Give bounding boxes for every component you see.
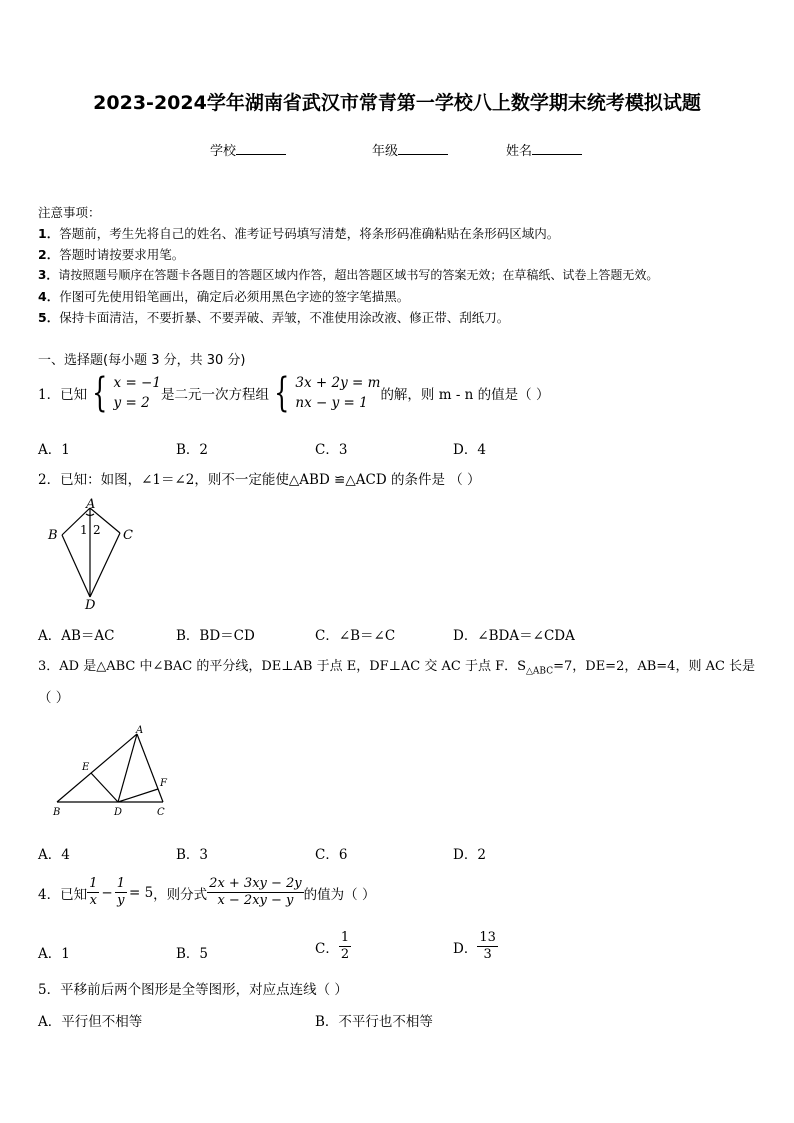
angle-2-label: 2 [93,523,101,537]
question-4: 4．已知 $\frac{1}{x}$ − $\frac{1}{y}$ = 5 ，则分式 $\frac{2x + 3xy - 2y}{x - 2xy - y}$ 的值为（ ） [38,876,376,908]
option-c[interactable]: C．6 [315,847,348,863]
label-a: A [136,725,144,736]
option-d[interactable]: D．∠BDA＝∠CDA [453,628,575,644]
option-d[interactable]: D．4 [453,442,486,458]
label-d: D [114,807,123,818]
label-c: C [157,807,165,818]
option-c[interactable]: C． $\frac{1}{2}$ [315,930,350,962]
option-b[interactable]: B．5 [176,946,209,962]
label-d: D [85,598,96,613]
angle-1-label: 1 [80,523,88,537]
school-field [210,140,286,159]
question-1: 1．已知 { x = −1 y = 2 是二元一次方程组 { 3x + 2y = m nx − y = 1 的解，则 m - n 的值是（ ） [38,370,550,416]
page-title: 2023-2024学年湖南省武汉市常青第一学校八上数学期末统考模拟试题 [93,92,701,114]
label-e: E [82,762,90,773]
option-b[interactable]: B．3 [176,847,209,863]
notice-item: 3．请按照题号顺序在答题卡各题目的答题区域内作答，超出答题区域书写的答案无效；在草稿纸、试卷上答题无效。 [38,268,659,282]
option-b[interactable]: B．BD＝CD [176,628,255,644]
option-b[interactable]: B．2 [176,442,209,458]
question-5: 5．平移前后两个图形是全等图形，对应点连线（ ） [38,982,348,998]
name-label: 姓名 [506,144,533,159]
option-b[interactable]: B．不平行也不相等 [315,1014,433,1030]
section-heading: 一、选择题(每小题 3 分，共 30 分) [38,353,246,368]
name-field [506,140,582,159]
notice-item: 1．答题前，考生先将自己的姓名、准考证号码填写清楚，将条形码准确粘贴在条形码区域内。 [38,226,560,241]
option-a[interactable]: A．4 [38,847,70,863]
notice-item: 5．保持卡面清洁，不要折暴、不要弄破、弄皱，不准使用涂改液、修正带、刮纸刀。 [38,310,510,325]
school-blank [236,142,286,155]
label-a: A [86,497,96,512]
label-b: B [48,528,58,543]
question-3-answer-blank: （ ） [38,690,70,706]
option-a[interactable]: A．1 [38,442,70,458]
grade-blank [398,142,448,155]
kite-figure [40,495,150,615]
grade-label: 年级 [372,144,399,159]
option-c[interactable]: C．3 [315,442,348,458]
triangle-figure [45,722,175,822]
label-c: C [123,528,133,543]
option-a[interactable]: A．1 [38,946,70,962]
label-f: F [160,778,167,789]
option-d[interactable]: D． $\frac{13}{3}$ [453,930,496,962]
option-a[interactable]: A．AB＝AC [38,628,115,644]
label-b: B [53,807,61,818]
school-label: 学校 [210,144,237,159]
option-d[interactable]: D．2 [453,847,486,863]
grade-field [372,140,448,159]
question-2: 2．已知：如图，∠1＝∠2，则不一定能使△ABD ≌△ACD 的条件是 （ ） [38,472,481,488]
notice-heading: 注意事项： [38,205,101,220]
name-blank [532,142,582,155]
option-a[interactable]: A．平行但不相等 [38,1014,143,1030]
notice-item: 4．作图可先使用铅笔画出，确定后必须用黑色字迹的签字笔描黑。 [38,289,410,304]
option-c[interactable]: C．∠B＝∠C [315,628,396,644]
question-3: 3．AD 是△ABC 中∠BAC 的平分线，DE⊥AB 于点 E，DF⊥AC 交 AC 于点 F．$S_{\triangle ABC}=7$，DE=2，AB=4，则 AC 长是 [38,659,756,677]
notice-item: 2．答题时请按要求用笔。 [38,247,185,262]
